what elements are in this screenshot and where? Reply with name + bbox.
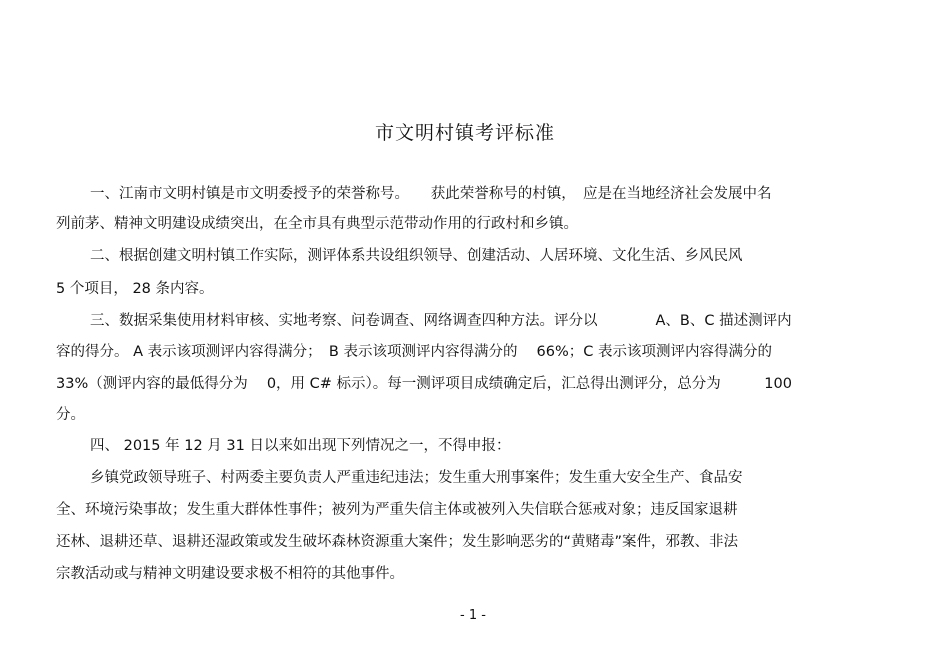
paragraph-4-heading: 四、 2015 年 12 月 31 日以来如出现下列情况之一，不得申报： bbox=[90, 438, 511, 454]
paragraph-1-line-1: 一、江南市文明村镇是市文明委授予的荣誉称号。 获此荣誉称号的村镇， 应是在当地经济社会发展中名 bbox=[90, 186, 772, 202]
document-title: 市文明村镇考评标准 bbox=[374, 122, 555, 144]
paragraph-1-line-2: 列前茅、精神文明建设成绩突出，在全市具有典型示范带动作用的行政村和乡镇。 bbox=[56, 216, 578, 232]
paragraph-5-line-3: 还林、退耕还草、退耕还湿政策或发生破坏森林资源重大案件；发生影响恶劣的“黄赌毒”案件，邪教、非法 bbox=[56, 534, 739, 550]
paragraph-5-line-4: 宗教活动或与精神文明建设要求极不相符的其他事件。 bbox=[56, 566, 404, 582]
paragraph-3-line-1: 三、数据采集使用材料审核、实地考察、问卷调查、网络调查四种方法。评分以 A、B、C 描述测评内 bbox=[90, 313, 792, 329]
paragraph-3-line-2: 容的得分。 A 表示该项测评内容得满分； B 表示该项测评内容得满分的 66%；C 表示该项测评内容得满分的 bbox=[56, 344, 773, 360]
paragraph-5-line-1: 乡镇党政领导班子、村两委主要负责人严重违纪违法；发生重大刑事案件；发生重大安全生产、食品安 bbox=[90, 470, 743, 486]
page-number: - 1 - bbox=[460, 608, 486, 623]
paragraph-3-line-4: 分。 bbox=[56, 407, 85, 423]
paragraph-2-line-1: 二、根据创建文明村镇工作实际，测评体系共设组织领导、创建活动、人居环境、文化生活、乡风民风 bbox=[90, 248, 743, 264]
paragraph-3-line-3: 33%（测评内容的最低得分为 0，用 C# 标示）。每一测评项目成绩确定后，汇总得出测评分，总分为 100 bbox=[56, 376, 792, 392]
paragraph-5-line-2: 全、环境污染事故；发生重大群体性事件；被列为严重失信主体或被列入失信联合惩戒对象；违反国家退耕 bbox=[56, 502, 738, 518]
paragraph-2-line-2: 5 个项目， 28 条内容。 bbox=[56, 281, 214, 297]
